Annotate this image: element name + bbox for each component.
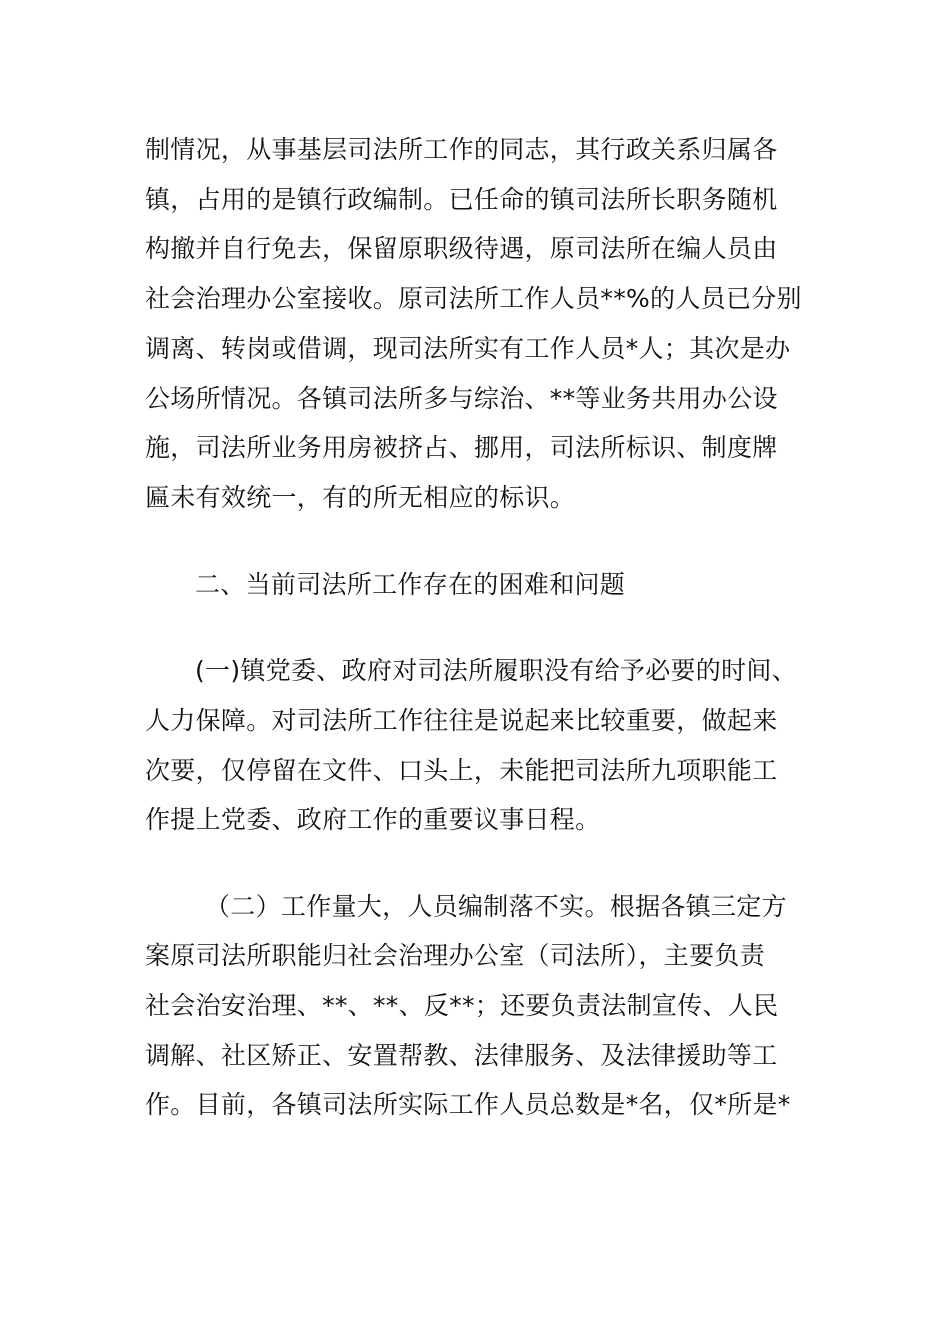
paragraph3-line: 调解、社区矫正、安置帮教、法律服务、及法律援助等工 bbox=[145, 1041, 778, 1070]
paragraph1-line: 制情况，从事基层司法所工作的同志，其行政关系归属各 bbox=[145, 135, 778, 164]
paragraph2-line: 作提上党委、政府工作的重要议事日程。 bbox=[145, 805, 601, 834]
section-heading: 二、当前司法所工作存在的困难和问题 bbox=[195, 570, 626, 599]
paragraph1-line: 公场所情况。各镇司法所多与综治、**等业务共用办公设 bbox=[145, 384, 778, 413]
paragraph2-line: 人力保障。对司法所工作往往是说起来比较重要，做起来 bbox=[145, 706, 778, 735]
paragraph1-line: 匾未有效统一，有的所无相应的标识。 bbox=[145, 483, 576, 512]
paragraph3-line: 案原司法所职能归社会治理办公室（司法所），主要负责 bbox=[145, 941, 766, 970]
paragraph1-line: 构撤并自行免去，保留原职级待遇，原司法所在编人员由 bbox=[145, 234, 778, 263]
paragraph1-line: 镇，占用的是镇行政编制。已任命的镇司法所长职务随机 bbox=[145, 185, 778, 214]
paragraph3-line: 作。目前，各镇司法所实际工作人员总数是*名，仅*所是* bbox=[145, 1090, 791, 1119]
paragraph3-line: 社会治安治理、**、**、反**；还要负责法制宣传、人民 bbox=[145, 991, 779, 1020]
paragraph2-line: 次要，仅停留在文件、口头上，未能把司法所九项职能工 bbox=[145, 756, 778, 785]
paragraph1-line: 社会治理办公室接收。原司法所工作人员**%的人员已分别 bbox=[145, 284, 802, 313]
paragraph3-line: （二）工作量大，人员编制落不实。根据各镇三定方 bbox=[205, 892, 787, 921]
paragraph1-line: 施，司法所业务用房被挤占、挪用，司法所标识、制度牌 bbox=[145, 433, 778, 462]
paragraph2-line: (一)镇党委、政府对司法所履职没有给予必要的时间、 bbox=[195, 656, 798, 685]
paragraph1-line: 调离、转岗或借调，现司法所实有工作人员*人；其次是办 bbox=[145, 334, 791, 363]
